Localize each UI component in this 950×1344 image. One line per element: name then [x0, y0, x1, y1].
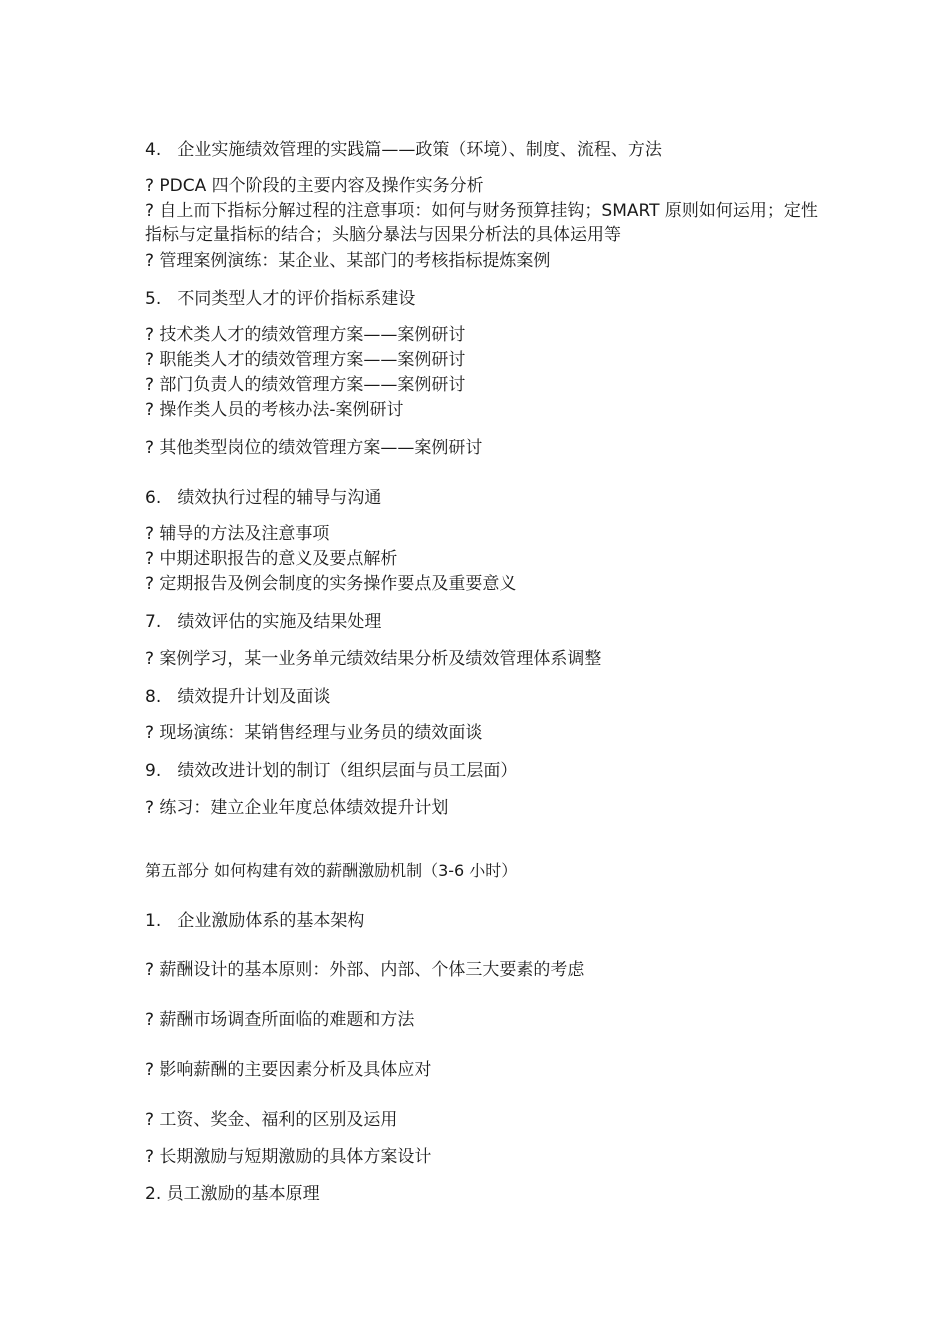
bullet-item: ? 技术类人才的绩效管理方案——案例研讨 — [145, 325, 466, 345]
section-heading-9: 9. 绩效改进计划的制订（组织层面与员工层面） — [145, 761, 518, 781]
bullet-item: ? 操作类人员的考核办法-案例研讨 — [145, 400, 404, 420]
bullet-item: ? 薪酬设计的基本原则：外部、内部、个体三大要素的考虑 — [145, 960, 585, 980]
section-heading-8: 8. 绩效提升计划及面谈 — [145, 687, 331, 707]
bullet-item: ? 定期报告及例会制度的实务操作要点及重要意义 — [145, 574, 517, 594]
section-heading-1: 1. 企业激励体系的基本架构 — [145, 911, 365, 931]
section-heading-7: 7. 绩效评估的实施及结果处理 — [145, 612, 382, 632]
bullet-item: ? 影响薪酬的主要因素分析及具体应对 — [145, 1060, 432, 1080]
bullet-item: ? 薪酬市场调查所面临的难题和方法 — [145, 1010, 415, 1030]
part-heading: 第五部分 如何构建有效的薪酬激励机制（3-6 小时） — [145, 861, 518, 880]
section-heading-2: 2. 员工激励的基本原理 — [145, 1184, 320, 1204]
section-heading-4: 4. 企业实施绩效管理的实践篇——政策（环境）、制度、流程、方法 — [145, 140, 662, 160]
bullet-item: ? 职能类人才的绩效管理方案——案例研讨 — [145, 350, 466, 370]
bullet-item: ? 辅导的方法及注意事项 — [145, 524, 330, 544]
bullet-item: ? PDCA 四个阶段的主要内容及操作实务分析 — [145, 176, 484, 196]
bullet-item: ? 长期激励与短期激励的具体方案设计 — [145, 1147, 432, 1167]
bullet-item: ? 部门负责人的绩效管理方案——案例研讨 — [145, 375, 466, 395]
bullet-item: ? 自上而下指标分解过程的注意事项：如何与财务预算挂钩；SMART 原则如何运用；定性指标与定量指标的结合；头脑分暴法与因果分析法的具体运用等 — [145, 201, 818, 245]
bullet-item: ? 案例学习，某一业务单元绩效结果分析及绩效管理体系调整 — [145, 649, 602, 669]
section-heading-6: 6. 绩效执行过程的辅导与沟通 — [145, 488, 382, 508]
bullet-item: ? 其他类型岗位的绩效管理方案——案例研讨 — [145, 438, 483, 458]
bullet-item: ? 练习：建立企业年度总体绩效提升计划 — [145, 798, 449, 818]
bullet-item: ? 现场演练：某销售经理与业务员的绩效面谈 — [145, 723, 483, 743]
section-heading-5: 5. 不同类型人才的评价指标系建设 — [145, 289, 416, 309]
bullet-item: ? 中期述职报告的意义及要点解析 — [145, 549, 398, 569]
bullet-item: ? 管理案例演练：某企业、某部门的考核指标提炼案例 — [145, 251, 551, 271]
bullet-item: ? 工资、奖金、福利的区别及运用 — [145, 1110, 398, 1130]
